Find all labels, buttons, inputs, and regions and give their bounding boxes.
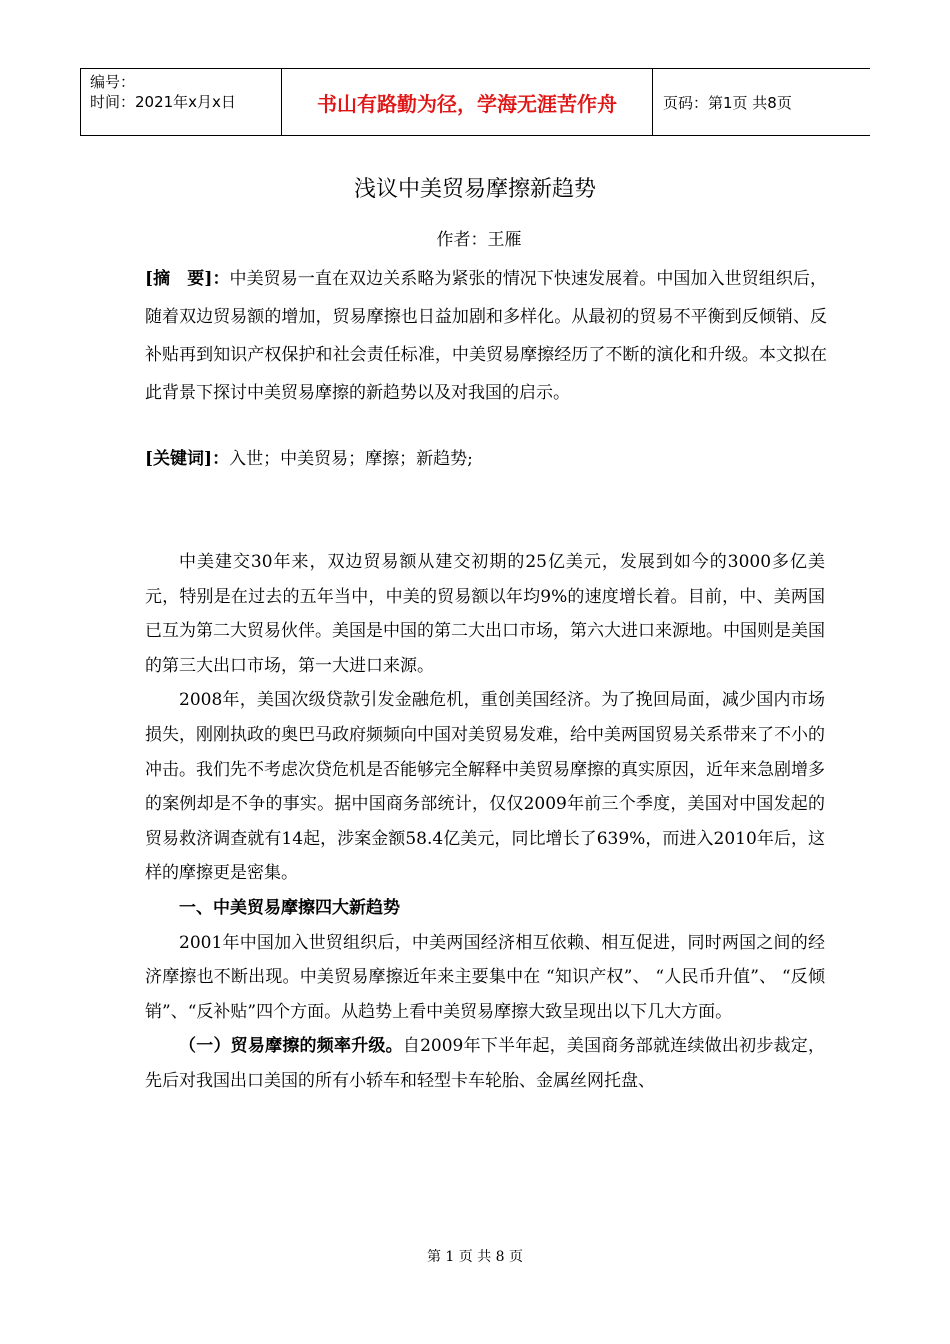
- body-paragraph: [145, 1029, 825, 1098]
- body-paragraph: 2008年，美国次级贷款引发金融危机，重创美国经济。为了挽回局面，减少国内市场损失，刚刚执政的奥巴马政府频频向中国对美贸易发难，给中美两国贸易关系带来了不小的冲击。我们先不考虑次贷危机是否能够完全解释中美贸易摩擦的真实原因，近年来急剧增多的案例却是不争的事实。据中国商务部统计，仅仅2009年前三个季度，美国对中国发起的贸易救济调查就有14起，涉案金额58.4亿美元，同比增长了639%，而进入2010年后，这样的摩擦更是密集。: [145, 690, 825, 884]
- header-motto: 书山有路勤为径，学海无涯苦作舟: [282, 69, 653, 135]
- document-author: 作者：王雁: [436, 230, 522, 250]
- document-number-label: 编号：: [90, 73, 136, 91]
- body-paragraph: 2001年中国加入世贸组织后，中美两国经济相互依赖、相互促进，同时两国之间的经济摩擦也不断出现。中美贸易摩擦近年来主要集中在 “知识产权”、 “人民币升值”、 “反倾销”、“反补贴”四个方面。从趋势上看中美贸易摩擦大致呈现出以下几大方面。: [145, 932, 825, 1022]
- abstract-text: 中美贸易一直在双边关系略为紧张的情况下快速发展着。中国加入世贸组织后，随着双边贸易额的增加，贸易摩擦也日益加剧和多样化。从最初的贸易不平衡到反倾销、反补贴再到知识产权保护和社会责任标准，中美贸易摩擦经历了不断的演化和升级。本文拟在此背景下探讨中美贸易摩擦的新趋势以及对我国的启示。: [145, 269, 827, 403]
- document-date: 时间：2021年x月x日: [90, 93, 236, 111]
- abstract-label: [摘 要]：: [145, 269, 230, 289]
- header-meta-cell: [80, 69, 282, 135]
- subsection-text: 自2009年下半年起，美国商务部就连续做出初步裁定，先后对我国出口美国的所有小轿车和轻型卡车轮胎、金属丝网托盘、: [145, 1036, 825, 1091]
- body-paragraph: 中美建交30年来，双边贸易额从建交初期的25亿美元，发展到如今的3000多亿美元，特别是在过去的五年当中，中美的贸易额以年均9%的速度增长着。目前，中、美两国已互为第二大贸易伙伴。美国是中国的第二大出口市场，第六大进口来源地。中国则是美国的第三大出口市场，第一大进口来源。: [145, 552, 825, 676]
- keywords-label: [关键词]：: [145, 449, 230, 469]
- body-text: [145, 545, 825, 1099]
- header-page-info: 页码：第1页 共8页: [663, 93, 792, 112]
- page-header: [80, 68, 870, 136]
- section-heading: 一、中美贸易摩擦四大新趋势: [179, 897, 400, 918]
- keywords-section: [145, 440, 827, 478]
- document-title: 浅议中美贸易摩擦新趋势: [353, 177, 596, 202]
- page-footer: 第 1 页 共 8 页: [426, 1249, 524, 1265]
- keywords-text: 入世；中美贸易；摩擦；新趋势;: [229, 449, 473, 469]
- abstract-section: [145, 260, 827, 412]
- subsection-heading: （一）贸易摩擦的频率升级。: [179, 1036, 403, 1057]
